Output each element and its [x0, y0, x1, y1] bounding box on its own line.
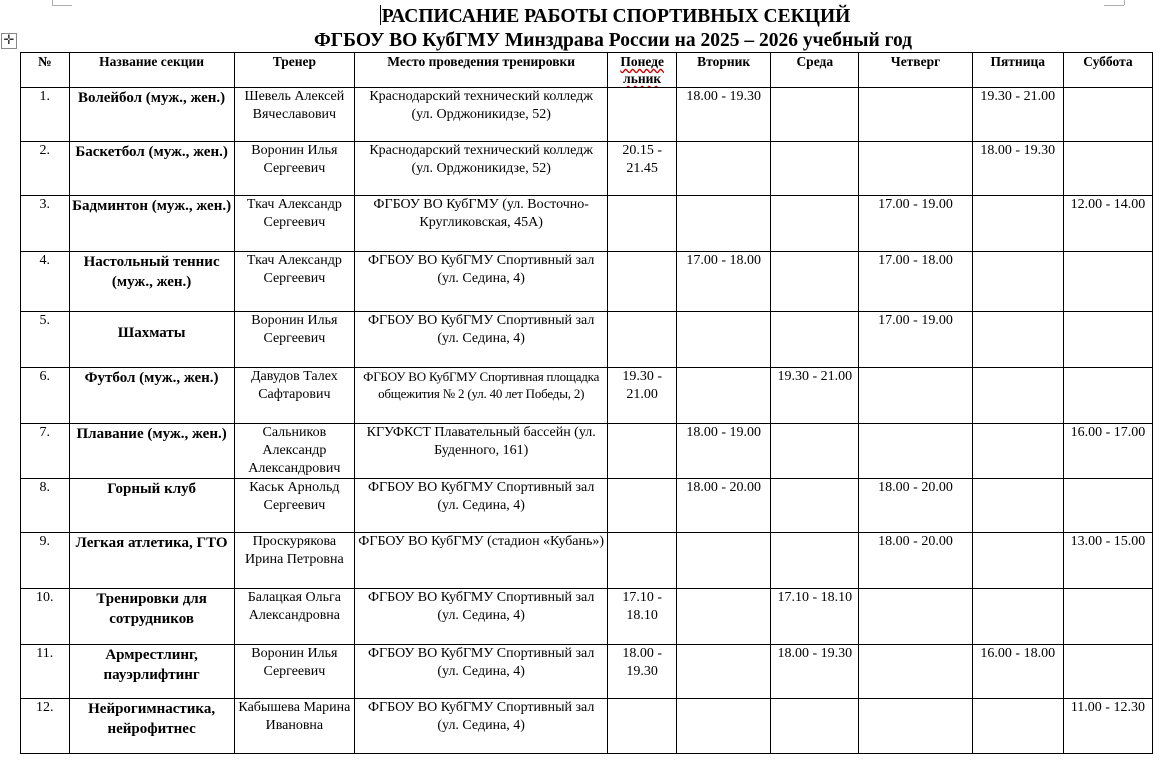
cell-tue — [677, 645, 771, 699]
cell-mon — [608, 88, 677, 142]
cell-wed — [771, 424, 859, 479]
table-row — [21, 699, 1153, 754]
cell-thu — [859, 368, 972, 424]
cell-num: 2. — [21, 142, 70, 196]
cell-place: ФГБОУ ВО КубГМУ (стадион «Кубань») — [355, 533, 608, 589]
cell-fri — [972, 589, 1063, 645]
cell-wed — [771, 196, 859, 252]
cell-section: Тренировки для сотрудников — [69, 589, 234, 645]
cell-wed: 18.00 - 19.30 — [771, 645, 859, 699]
cell-section: Армрестлинг, пауэрлифтинг — [69, 645, 234, 699]
cell-sat — [1063, 252, 1152, 312]
cell-wed — [771, 479, 859, 533]
cell-num: 10. — [21, 589, 70, 645]
cell-fri — [972, 196, 1063, 252]
cell-place: ФГБОУ ВО КубГМУ Спортивный зал (ул. Седина, 4) — [355, 645, 608, 699]
cell-coach: Воронин Илья Сергеевич — [234, 645, 354, 699]
cell-num: 1. — [21, 88, 70, 142]
header-wednesday: Среда — [771, 53, 859, 88]
cell-num: 12. — [21, 699, 70, 754]
cell-place: ФГБОУ ВО КубГМУ Спортивный зал (ул. Седина, 4) — [355, 252, 608, 312]
cell-sat — [1063, 312, 1152, 368]
cell-num: 7. — [21, 424, 70, 479]
cell-num: 4. — [21, 252, 70, 312]
cell-thu: 17.00 - 18.00 — [859, 252, 972, 312]
cell-tue — [677, 533, 771, 589]
cell-thu: 18.00 - 20.00 — [859, 533, 972, 589]
header-coach: Тренер — [234, 53, 354, 88]
cell-wed — [771, 533, 859, 589]
cell-wed — [771, 252, 859, 312]
schedule-table — [20, 52, 1153, 754]
cell-sat — [1063, 368, 1152, 424]
cell-thu — [859, 645, 972, 699]
table-row — [21, 312, 1153, 368]
cell-mon — [608, 312, 677, 368]
cell-num: 8. — [21, 479, 70, 533]
cell-wed: 19.30 - 21.00 — [771, 368, 859, 424]
cell-fri — [972, 252, 1063, 312]
cell-num: 6. — [21, 368, 70, 424]
cell-section: Горный клуб — [69, 479, 234, 533]
header-place: Место проведения тренировки — [355, 53, 608, 88]
cell-fri: 19.30 - 21.00 — [972, 88, 1063, 142]
cell-place: ФГБОУ ВО КубГМУ Спортивный зал (ул. Седина, 4) — [355, 479, 608, 533]
cell-thu — [859, 424, 972, 479]
cell-mon: 20.15 - 21.45 — [608, 142, 677, 196]
cell-tue — [677, 196, 771, 252]
cell-coach: Каськ Арнольд Сергеевич — [234, 479, 354, 533]
cell-coach: Ткач Александр Сергеевич — [234, 252, 354, 312]
header-monday-label: Понеде льник — [620, 54, 664, 86]
cell-fri: 18.00 - 19.30 — [972, 142, 1063, 196]
cell-fri — [972, 533, 1063, 589]
cell-num: 3. — [21, 196, 70, 252]
table-row — [21, 645, 1153, 699]
cell-tue — [677, 368, 771, 424]
cell-num: 11. — [21, 645, 70, 699]
cell-mon: 19.30 - 21.00 — [608, 368, 677, 424]
cell-sat: 16.00 - 17.00 — [1063, 424, 1152, 479]
cell-thu — [859, 699, 972, 754]
cell-tue — [677, 312, 771, 368]
cell-wed — [771, 142, 859, 196]
cell-fri — [972, 479, 1063, 533]
cell-coach: Воронин Илья Сергеевич — [234, 142, 354, 196]
cell-place: ФГБОУ ВО КубГМУ Спортивный зал (ул. Седина, 4) — [355, 699, 608, 754]
header-thursday: Четверг — [859, 53, 972, 88]
cell-section: Футбол (муж., жен.) — [69, 368, 234, 424]
table-row — [21, 368, 1153, 424]
cell-mon — [608, 479, 677, 533]
header-friday: Пятница — [972, 53, 1063, 88]
document-title: РАСПИСАНИЕ РАБОТЫ СПОРТИВНЫХ СЕКЦИЙ — [381, 6, 851, 27]
cell-place: Краснодарский технический колледж (ул. Орджоникидзе, 52) — [355, 88, 608, 142]
cell-coach: Шевель Алексей Вячеславович — [234, 88, 354, 142]
cell-coach: Сальников Александр Александрович — [234, 424, 354, 479]
header-saturday: Суббота — [1063, 53, 1152, 88]
cell-wed: 17.10 - 18.10 — [771, 589, 859, 645]
cell-place: ФГБОУ ВО КубГМУ Спортивная площадка общежития № 2 (ул. 40 лет Победы, 2) — [355, 368, 608, 424]
cell-mon — [608, 533, 677, 589]
table-row — [21, 252, 1153, 312]
cell-tue: 18.00 - 19.30 — [677, 88, 771, 142]
cell-fri — [972, 699, 1063, 754]
cell-mon — [608, 196, 677, 252]
cell-sat — [1063, 645, 1152, 699]
cell-tue — [677, 699, 771, 754]
header-tuesday: Вторник — [677, 53, 771, 88]
cell-section: Легкая атлетика, ГТО — [69, 533, 234, 589]
table-move-handle-icon[interactable]: ✛ — [1, 33, 17, 49]
cell-section: Баскетбол (муж., жен.) — [69, 142, 234, 196]
cell-wed — [771, 699, 859, 754]
table-row — [21, 533, 1153, 589]
cell-num: 9. — [21, 533, 70, 589]
cell-section: Волейбол (муж., жен.) — [69, 88, 234, 142]
document-subtitle: ФГБОУ ВО КубГМУ Минздрава России на 2025 – 2026 учебный год — [313, 30, 913, 51]
cell-tue — [677, 589, 771, 645]
cell-coach: Проскурякова Ирина Петровна — [234, 533, 354, 589]
cell-sat: 13.00 - 15.00 — [1063, 533, 1152, 589]
cell-thu — [859, 88, 972, 142]
cell-place: ФГБОУ ВО КубГМУ Спортивный зал (ул. Седина, 4) — [355, 312, 608, 368]
cell-coach: Давудов Талех Сафтарович — [234, 368, 354, 424]
header-monday — [608, 53, 677, 88]
table-header-row — [21, 53, 1153, 88]
cell-tue: 17.00 - 18.00 — [677, 252, 771, 312]
cell-sat — [1063, 589, 1152, 645]
cell-wed — [771, 88, 859, 142]
cell-thu — [859, 142, 972, 196]
cell-place: ФГБОУ ВО КубГМУ Спортивный зал (ул. Седина, 4) — [355, 589, 608, 645]
cell-fri — [972, 312, 1063, 368]
cell-fri — [972, 424, 1063, 479]
cell-mon — [608, 252, 677, 312]
cell-num: 5. — [21, 312, 70, 368]
cell-thu: 17.00 - 19.00 — [859, 196, 972, 252]
cell-wed — [771, 312, 859, 368]
cell-fri — [972, 368, 1063, 424]
table-row — [21, 196, 1153, 252]
cell-sat — [1063, 88, 1152, 142]
cell-section: Настольный теннис (муж., жен.) — [69, 252, 234, 312]
cell-sat — [1063, 142, 1152, 196]
cell-thu — [859, 589, 972, 645]
table-row — [21, 479, 1153, 533]
cell-tue: 18.00 - 19.00 — [677, 424, 771, 479]
cell-mon: 17.10 - 18.10 — [608, 589, 677, 645]
cell-mon — [608, 699, 677, 754]
cell-place: Краснодарский технический колледж (ул. Орджоникидзе, 52) — [355, 142, 608, 196]
cell-place: КГУФКСТ Плавательный бассейн (ул. Буденного, 161) — [355, 424, 608, 479]
cell-mon: 18.00 - 19.30 — [608, 645, 677, 699]
cell-sat: 11.00 - 12.30 — [1063, 699, 1152, 754]
cell-coach: Балацкая Ольга Александровна — [234, 589, 354, 645]
cell-section: Нейрогимнастика, нейрофитнес — [69, 699, 234, 754]
header-num: № — [21, 53, 70, 88]
header-section: Название секции — [69, 53, 234, 88]
cell-sat: 12.00 - 14.00 — [1063, 196, 1152, 252]
table-row — [21, 142, 1153, 196]
cell-tue — [677, 142, 771, 196]
cell-mon — [608, 424, 677, 479]
cell-tue: 18.00 - 20.00 — [677, 479, 771, 533]
cell-place: ФГБОУ ВО КубГМУ (ул. Восточно-Кругликовская, 45А) — [355, 196, 608, 252]
cell-coach: Воронин Илья Сергеевич — [234, 312, 354, 368]
cell-thu: 18.00 - 20.00 — [859, 479, 972, 533]
table-row — [21, 589, 1153, 645]
table-row — [21, 424, 1153, 479]
cell-fri: 16.00 - 18.00 — [972, 645, 1063, 699]
table-row — [21, 88, 1153, 142]
cell-coach: Кабышева Марина Ивановна — [234, 699, 354, 754]
cell-section: Бадминтон (муж., жен.) — [69, 196, 234, 252]
cell-section: Плавание (муж., жен.) — [69, 424, 234, 479]
cell-thu: 17.00 - 19.00 — [859, 312, 972, 368]
cell-section: Шахматы — [69, 312, 234, 368]
text-cursor — [380, 5, 381, 25]
cell-sat — [1063, 479, 1152, 533]
cell-coach: Ткач Александр Сергеевич — [234, 196, 354, 252]
